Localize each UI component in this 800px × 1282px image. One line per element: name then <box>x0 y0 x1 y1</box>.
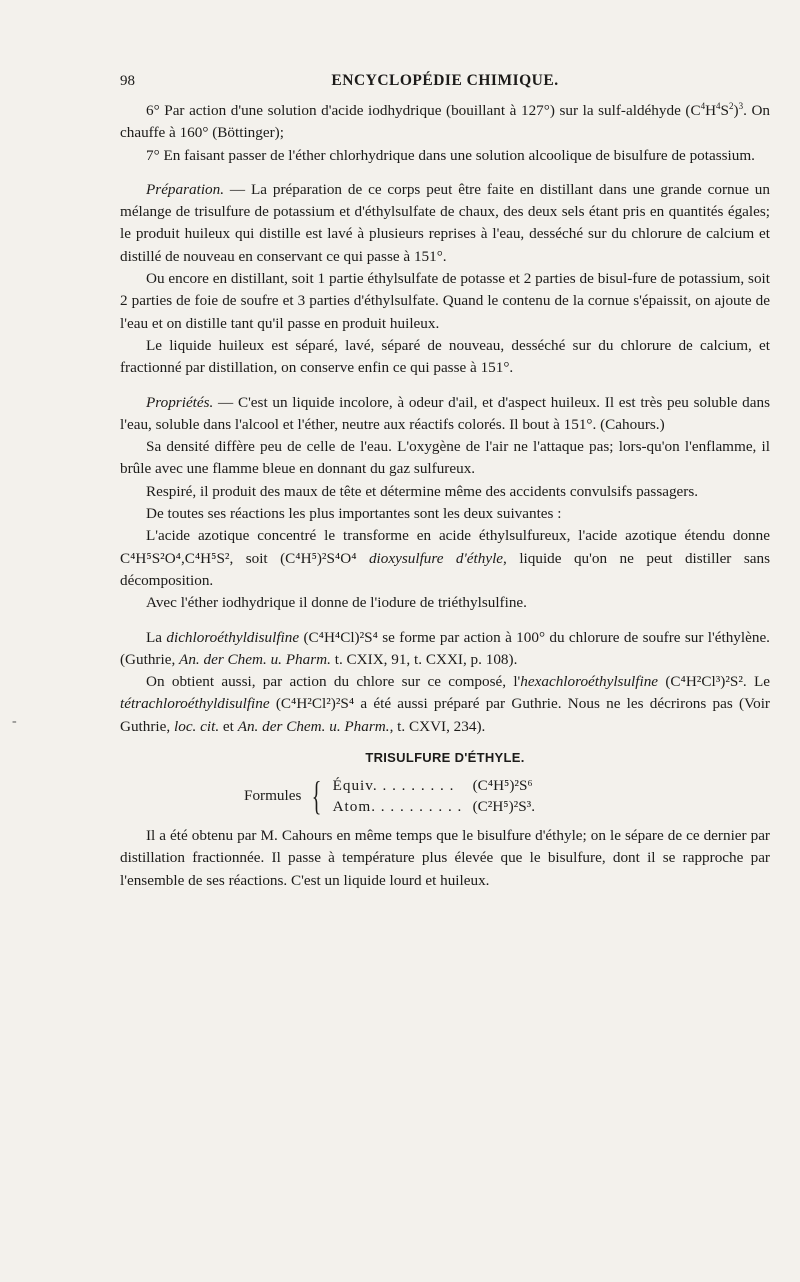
running-header <box>120 72 770 90</box>
paragraph-properties: Propriétés. — C'est un liquide incolore, à odeur d'ail, et d'aspect huileux. Il est très peu soluble dans l'eau, soluble dans l'alcool et l'éther, neutre aux réactifs colorés. Il bout à 151°. (Cahours.) <box>120 393 770 433</box>
paragraph-trisulfure: Il a été obtenu par M. Cahours en même temps que le bisulfure d'éthyle; on le sépare de ce dernier par distillation fractionnée. Il passe à température plus élevée que le bisulfure, dont il se rapproche par l'ensemble de ses réactions. C'est un liquide lourd et huileux. <box>120 827 770 889</box>
paragraph-dichloro: La dichloroéthyldisulfine (C⁴H⁴Cl)²S⁴ se forme par action à 100° du chlorure de soufre sur l'éthylène. (Guthrie, An. der Chem. u. Pharm. t. CXIX, 91, t. CXXI, p. 108). <box>120 628 770 668</box>
paragraph-preparation-3: Le liquide huileux est séparé, lavé, séparé de nouveau, desséché sur du chlorure de calcium, et fractionné par distillation, on conserve enfin ce qui passe à 151°. <box>120 336 770 377</box>
page <box>120 72 770 892</box>
brace-icon: { <box>312 773 322 819</box>
paragraph-reactions-intro: De toutes ses réactions les plus importantes sont les deux suivantes : <box>146 505 562 523</box>
paragraph-iodhydric: Avec l'éther iodhydrique il donne de l'iodure de triéthylsulfine. <box>146 594 527 612</box>
formula-row: Équiv. . . . . . . . . (C⁴H⁵)²S⁶ <box>332 777 533 795</box>
paragraph-method-6: 6° Par action d'une solution d'acide iodhydrique (bouillant à 127°) sur la sulf-aldéhyde $(C^4H^4S^2)^3$. On chauffe à 160° (Böttinger); <box>120 100 770 142</box>
paragraph-hexachloro: On obtient aussi, par action du chlore sur ce composé, l'hexachloroéthylsulfine (C⁴H²Cl³)²S². Le tétrachloroéthyldisulfine (C⁴H²Cl²)²S⁴ a été aussi préparé par Guthrie. Nous ne les décrirons pas (Voir Guthrie, loc. cit. et An. der Chem. u. Pharm., t. CXVI, 234). <box>120 673 770 735</box>
paragraph-respiration: Respiré, il produit des maux de tête et détermine même des accidents convulsifs passagers. <box>146 482 699 500</box>
page-number: 98 <box>120 73 135 89</box>
paragraph-density: Sa densité diffère peu de celle de l'eau. L'oxygène de l'air ne l'attaque pas; lors-qu'on l'enflamme, il brûle avec une flamme bleue en donnant du gaz sulfureux. <box>120 438 770 478</box>
formula-block <box>244 775 770 817</box>
paragraph-preparation-2: Ou encore en distillant, soit 1 partie éthylsulfate de potasse et 2 parties de bisul-fure de potassium, soit 2 parties de foie de soufre et 3 parties d'éthylsulfate. Quand le contenu de la cornue s'épaissit, on ajoute de l'eau et on distille tant qu'il passe en produit huileux. <box>120 270 770 332</box>
properties-heading: Propriétés. <box>146 393 214 411</box>
paragraph-preparation: Préparation. — La préparation de ce corps peut être faite en distillant dans une grande cornue un mélange de trisulfure de potassium et d'éthylsulfate de chaux, des deux sels étant pris en quantités égales; le produit huileux qui distille est lavé à plusieurs reprises à l'eau, desséché sur du chlorure de calcium et distillé de nouveau en conservant ce qui passe à 151°. <box>120 180 770 265</box>
formula-row: Atom. . . . . . . . . . (C²H⁵)²S³. <box>332 798 536 816</box>
paragraph-nitric-acid: L'acide azotique concentré le transforme en acide éthylsulfureux, l'acide azotique étendu donne C⁴H⁵S²O⁴,C⁴H⁵S², soit (C⁴H⁵)²S⁴O⁴ dioxysulfure d'éthyle, liquide qu'on ne peut distiller sans décomposition. <box>120 527 770 589</box>
margin-mark: - <box>12 714 17 729</box>
running-title: ENCYCLOPÉDIE CHIMIQUE. <box>331 72 559 89</box>
paragraph-method-7: 7° En faisant passer de l'éther chlorhydrique dans une solution alcoolique de bisulfure de potassium. <box>146 146 755 164</box>
preparation-heading: Préparation. <box>146 180 225 198</box>
formula-label: Formules <box>244 787 302 805</box>
section-title: TRISULFURE D'ÉTHYLE. <box>365 750 525 766</box>
